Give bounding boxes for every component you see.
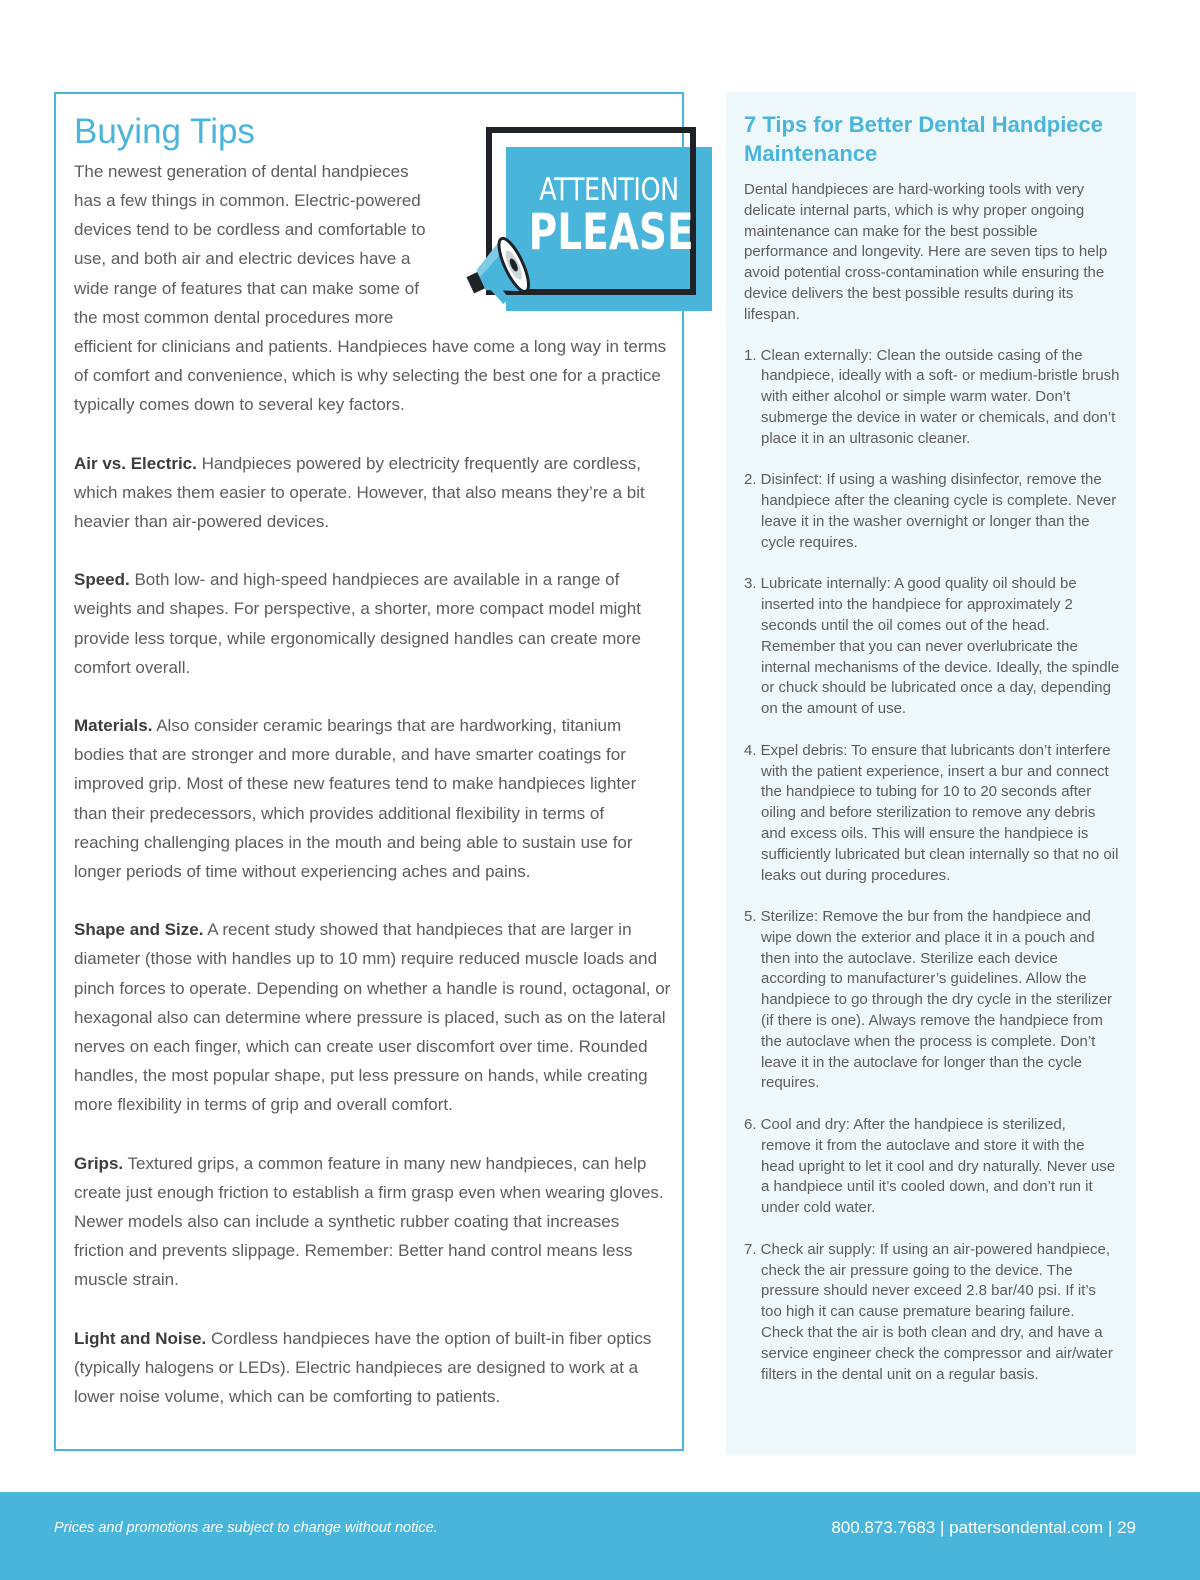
attention-please-graphic (452, 127, 694, 325)
section-text: Textured grips, a common feature in many new handpieces, can help create just enough friction to establish a firm grasp even when wearing gloves. Newer models also can include a synthetic rubber coating that increases friction and prevents slippage. Remember: Better hand control means less muscle strain. (74, 1153, 664, 1290)
section-text: Also consider ceramic bearings that are hardworking, titanium bodies that are stronger and more durable, and have smarter coatings for improved grip. Most of these new features tend to make handpieces lighter than their predecessors, which provides additional flexibility in terms of reaching challenging places in the mouth and being able to sustain use for longer periods of time without experiencing aches and pains. (74, 716, 637, 882)
buying-tips-content (74, 112, 694, 1440)
maintenance-tip: 1. Clean externally: Clean the outside casing of the handpiece, ideally with a soft- or medium-bristle brush with either alcohol or simple warm water. Don’t submerge the device in water or chemicals, and don’t place it in an ultrasonic cleaner. (744, 346, 1120, 447)
maintenance-intro: Dental handpieces are hard-working tools with very delicate internal parts, which is why proper ongoing maintenance can make for the best possible performance and longevity. Here are seven tips to help avoid potential cross-contamination while ensuring the device delivers the best possible results during its lifespan. (744, 181, 1108, 323)
section-air-vs-electric (74, 449, 672, 537)
section-materials (74, 711, 672, 886)
section-text: Handpieces powered by electricity frequently are cordless, which makes them easier to operate. However, that also means they’re a bit heavier than air-powered devices. (74, 453, 645, 531)
maintenance-tip: 3. Lubricate internally: A good quality oil should be inserted into the handpiece for approximately 2 seconds until the oil comes out of the head. Remember that you can never overlubricate the internal mechanisms of the device. Ideally, the spindle or chuck should be lubricated once a day, depending on the amount of use. (744, 575, 1120, 718)
buying-tips-panel (54, 92, 694, 1451)
section-heading: Speed. (74, 570, 130, 590)
section-text: Cordless handpieces have the option of built-in fiber optics (typically halogens or LEDs). Electric handpieces are designed to work at a lower noise volume, which can be comforting to patients. (74, 1328, 652, 1407)
maintenance-tip: 7. Check air supply: If using an air-powered handpiece, check the air pressure going to the device. The pressure should never exceed 2.8 bar/40 psi. If it’s too high it can cause premature bearing failure. Check that the air is both clean and dry, and have a service engineer check the compressor and air/water filters in the dental unit on a regular basis. (744, 1240, 1113, 1383)
section-grips (74, 1149, 672, 1295)
section-text: A recent study showed that handpieces that are larger in diameter (those with handles up to 10 mm) require reduced muscle loads and pinch forces to operate. Depending on whether a handle is round, octagonal, or hexagonal also can determine where pressure is placed, such as on the lateral nerves on each finger, which can create user discomfort over time. Rounded handles, the most popular shape, put less pressure on hands, while creating more flexibility in terms of grip and overall comfort. (74, 920, 671, 1115)
maintenance-content (744, 110, 1120, 1406)
footer-contact: 800.873.7683 | pattersondental.com | 29 (831, 1518, 1136, 1537)
section-heading: Shape and Size. (74, 920, 204, 940)
maintenance-title: 7 Tips for Better Dental Handpiece Maintenance (744, 112, 1104, 166)
attention-text: ATTENTION (539, 171, 679, 208)
page-footer (0, 1492, 1200, 1580)
footer-disclaimer: Prices and promotions are subject to change without notice. (54, 1520, 438, 1536)
please-text: PLEASE (528, 202, 694, 261)
section-shape-and-size (74, 915, 672, 1119)
buying-tips-intro: The newest generation of dental handpieces has a few things in common. Electric-powered devices tend to be cordless and comfortable to use, and both air and electric devices have a wide range of features that can make some of the most common dental procedures more efficient for clinicians and patients. Handpieces have come a long way in terms of comfort and convenience, which is why selecting the best one for a practice typically comes down to several key factors. (74, 161, 667, 415)
section-heading: Light and Noise. (74, 1328, 207, 1348)
maintenance-panel (726, 92, 1136, 1455)
maintenance-tip: 2. Disinfect: If using a washing disinfector, remove the handpiece after the cleaning cycle is complete. Never leave it in the washer overnight or longer than the cycle requires. (744, 471, 1117, 551)
section-light-and-noise (74, 1324, 672, 1412)
section-heading: Air vs. Electric. (74, 453, 197, 473)
section-text: Both low- and high-speed handpieces are available in a range of weights and shapes. For perspective, a shorter, more compact model might provide less torque, while ergonomically designed handles can create more comfort overall. (74, 570, 641, 677)
section-heading: Grips. (74, 1153, 124, 1173)
section-speed (74, 565, 672, 682)
maintenance-tip: 4. Expel debris: To ensure that lubricants don’t interfere with the patient experience, insert a bur and connect the handpiece to tubing for 10 to 20 seconds after oiling and before sterilization to remove any debris and excess oils. This will ensure the handpiece is sufficiently lubricated but clean internally so that no oil leaks out during procedures. (744, 741, 1119, 884)
megaphone-icon (452, 223, 544, 315)
maintenance-tip: 6. Cool and dry: After the handpiece is sterilized, remove it from the autoclave and store it with the head upright to let it cool and dry naturally. Never use a handpiece until it’s cooled down, and don’t run it under cold water. (744, 1116, 1116, 1217)
buying-tips-title: Buying Tips (74, 112, 255, 151)
maintenance-tip: 5. Sterilize: Remove the bur from the handpiece and wipe down the exterior and place it in a pouch and then into the autoclave. Sterilize each device according to manufacturer’s guidelines. Allow the handpiece to go through the dry cycle in the sterilizer (if there is one). Always remove the handpiece from the autoclave when the process is complete. Don’t leave it in the autoclave for longer than the cycle requires. (744, 908, 1113, 1092)
section-heading: Materials. (74, 716, 153, 735)
